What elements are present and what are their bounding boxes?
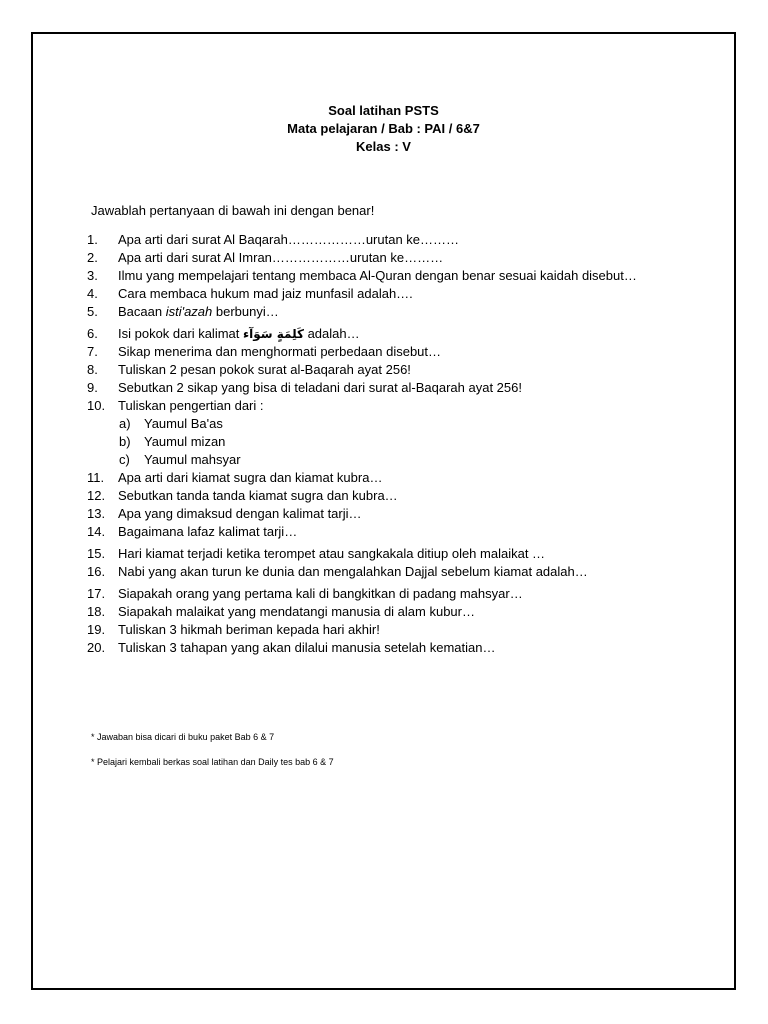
- question-item: [87, 603, 727, 621]
- question-text: Tuliskan 3 tahapan yang akan dilalui manusia setelah kematian…: [118, 640, 496, 655]
- question-item: [87, 505, 727, 523]
- question-text: Tuliskan 3 hikmah beriman kepada hari akhir!: [118, 622, 380, 637]
- question-text: Sikap menerima dan menghormati perbedaan disebut…: [118, 344, 442, 359]
- arabic-phrase: كَلِمَةٍ سَوَآء: [243, 327, 304, 341]
- sub-item-letter: b): [119, 434, 131, 449]
- question-number: 4.: [87, 286, 98, 301]
- footnote: * Jawaban bisa dicari di buku paket Bab 6 & 7: [91, 732, 275, 742]
- question-item: [87, 343, 727, 361]
- worksheet-title: Soal latihan PSTS: [328, 103, 439, 118]
- question-item: [87, 267, 727, 285]
- question-number: 10.: [87, 398, 106, 413]
- question-number: 7.: [87, 344, 98, 359]
- question-item: [87, 303, 727, 321]
- question-item: [87, 397, 727, 415]
- question-number: 19.: [87, 622, 106, 637]
- question-number: 15.: [87, 546, 106, 561]
- footnotes: [91, 731, 334, 781]
- question-item: [87, 523, 727, 541]
- question-text: Bagaimana lafaz kalimat tarji…: [118, 524, 298, 539]
- question-text: Apa arti dari surat Al Imran………………urutan ke………: [118, 250, 444, 265]
- question-text: Nabi yang akan turun ke dunia dan mengalahkan Dajjal sebelum kiamat adalah…: [118, 564, 588, 579]
- question-number: 13.: [87, 506, 106, 521]
- question-number: 11.: [87, 470, 105, 485]
- question-text: Siapakah malaikat yang mendatangi manusia di alam kubur…: [118, 604, 475, 619]
- sub-item-text: Yaumul mizan: [144, 434, 226, 449]
- sub-item-letter: a): [119, 416, 131, 431]
- question-number: 16.: [87, 564, 106, 579]
- question-number: 9.: [87, 380, 98, 395]
- sub-item-letter: c): [119, 452, 130, 467]
- subject-line: Mata pelajaran / Bab : PAI / 6&7: [287, 121, 480, 136]
- question-text: [118, 325, 360, 343]
- sub-item: [87, 451, 727, 469]
- worksheet-page: [31, 32, 736, 990]
- question-text: [118, 303, 279, 321]
- question-item: [87, 379, 727, 397]
- question-item: [87, 545, 727, 563]
- question-number: 18.: [87, 604, 106, 619]
- question-number: 6.: [87, 326, 98, 341]
- sub-item-text: Yaumul Ba'as: [144, 416, 223, 431]
- instruction-text: Jawablah pertanyaan di bawah ini dengan benar!: [91, 203, 375, 218]
- question-text: Cara membaca hukum mad jaiz munfasil adalah….: [118, 286, 413, 301]
- question-text-part: Bacaan: [118, 304, 166, 319]
- question-text: Apa arti dari surat Al Baqarah………………urutan ke………: [118, 232, 460, 247]
- question-text-part: Isi pokok dari kalimat: [118, 326, 243, 341]
- question-number: 14.: [87, 524, 106, 539]
- question-text: Apa arti dari kiamat sugra dan kiamat kubra…: [118, 470, 383, 485]
- question-item: [87, 325, 727, 343]
- worksheet-header: [33, 102, 734, 156]
- question-item: [87, 285, 727, 303]
- sub-item-text: Yaumul mahsyar: [144, 452, 241, 467]
- question-item: [87, 469, 727, 487]
- question-text: Tuliskan pengertian dari :: [118, 398, 264, 413]
- question-number: 8.: [87, 362, 98, 377]
- question-number: 1.: [87, 232, 98, 247]
- question-text: Sebutkan tanda tanda kiamat sugra dan kubra…: [118, 488, 398, 503]
- question-list: [87, 231, 727, 657]
- question-number: 3.: [87, 268, 98, 283]
- question-text: Sebutkan 2 sikap yang bisa di teladani dari surat al-Baqarah ayat 256!: [118, 380, 522, 395]
- footnote: * Pelajari kembali berkas soal latihan dan Daily tes bab 6 & 7: [91, 757, 334, 767]
- question-text: Tuliskan 2 pesan pokok surat al-Baqarah ayat 256!: [118, 362, 411, 377]
- question-number: 2.: [87, 250, 98, 265]
- question-text-part: adalah…: [303, 326, 360, 341]
- sub-item: [87, 415, 727, 433]
- question-item: [87, 231, 727, 249]
- question-item: [87, 639, 727, 657]
- question-text: Ilmu yang mempelajari tentang membaca Al-Quran dengan benar sesuai kaidah disebut…: [118, 268, 637, 283]
- question-item: [87, 361, 727, 379]
- question-text-italic: isti'azah: [165, 304, 213, 319]
- question-text: Apa yang dimaksud dengan kalimat tarji…: [118, 506, 362, 521]
- question-text: Hari kiamat terjadi ketika terompet atau sangkakala ditiup oleh malaikat …: [118, 546, 546, 561]
- question-item: [87, 621, 727, 639]
- question-text: Siapakah orang yang pertama kali di bangkitkan di padang mahsyar…: [118, 586, 523, 601]
- class-line: Kelas : V: [356, 139, 411, 154]
- sub-item: [87, 433, 727, 451]
- question-text-part: berbunyi…: [212, 304, 279, 319]
- question-number: 12.: [87, 488, 106, 503]
- question-number: 17.: [87, 586, 106, 601]
- question-item: [87, 585, 727, 603]
- question-number: 5.: [87, 304, 98, 319]
- question-item: [87, 563, 727, 581]
- question-number: 20.: [87, 640, 106, 655]
- question-item: [87, 249, 727, 267]
- question-item: [87, 487, 727, 505]
